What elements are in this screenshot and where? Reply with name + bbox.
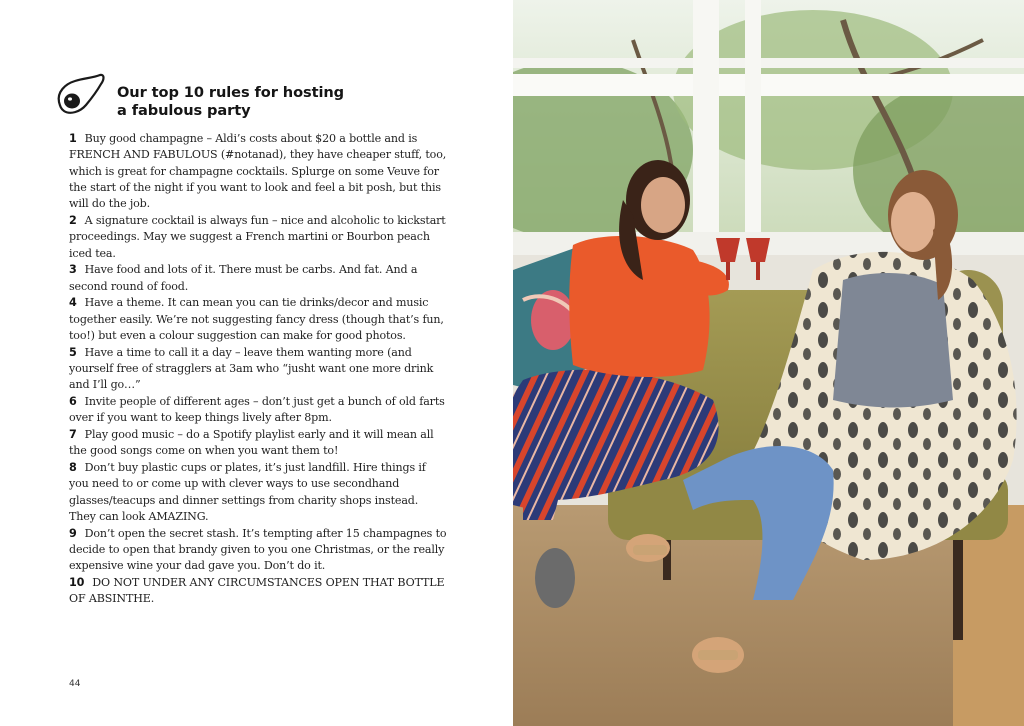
rule-text: Play good music – do a Spotify playlist early and it will mean all the good songs come on when you want them to!	[69, 427, 434, 458]
avocado-icon	[55, 72, 105, 116]
rule-item	[69, 575, 447, 608]
rule-text: Invite people of different ages – don’t just get a bunch of old farts over if you want to keep things lively after 8pm.	[69, 394, 445, 425]
rule-item	[69, 213, 447, 262]
rule-text: Don’t buy plastic cups or plates, it’s just landfill. Hire things if you need to or come up with clever ways to use secondhand glasses/teacups and dinner settings from charity shops instead. They can look AMAZING.	[69, 460, 426, 523]
rule-item	[69, 427, 447, 460]
page-number: 44	[69, 679, 81, 689]
rule-item	[69, 460, 447, 525]
rules-list	[69, 131, 447, 608]
rule-number: 3	[69, 263, 77, 277]
rule-item	[69, 131, 447, 213]
rule-number: 10	[69, 575, 85, 589]
right-page	[513, 0, 1024, 726]
rule-text: Buy good champagne – Aldi’s costs about $20 a bottle and is FRENCH AND FABULOUS (#notanad), they have cheaper stuff, too, which is great for champagne cocktails. Splurge on some Veuve for the start of the night if you want to look and feel a bit posh, but this will do the job.	[69, 132, 447, 211]
rule-item	[69, 526, 447, 575]
rule-text: DO NOT UNDER ANY CIRCUMSTANCES OPEN THAT BOTTLE OF ABSINTHE.	[69, 575, 445, 606]
rule-number: 1	[69, 132, 77, 145]
rule-text: A signature cocktail is always fun – nice and alcoholic to kickstart proceedings. May we suggest a French martini or Bourbon peach iced tea.	[69, 214, 446, 260]
rule-number: 6	[69, 394, 77, 408]
rule-number: 5	[69, 345, 77, 359]
title-line-1: Our top 10 rules for hosting	[117, 84, 345, 101]
rule-item	[69, 345, 447, 394]
heading-block	[55, 72, 475, 132]
rule-number: 8	[69, 460, 77, 474]
rule-number: 4	[69, 296, 77, 310]
photo-two-women-toasting	[513, 0, 1024, 726]
rule-number: 7	[69, 427, 77, 441]
rule-number: 2	[69, 214, 77, 228]
rule-number: 9	[69, 526, 77, 540]
rule-text: Have food and lots of it. There must be carbs. And fat. And a second round of food.	[69, 263, 418, 293]
rule-text: Have a theme. It can mean you can tie drinks/decor and music together easily. We’re not suggesting fancy dress (though that’s fun, too!) but even a colour suggestion can make for good photos.	[69, 296, 444, 343]
rule-item	[69, 262, 447, 295]
rule-text: Have a time to call it a day – leave them wanting more (and yourself free of stragglers at 3am who “jusht want one more drink and I’ll go…”	[69, 345, 434, 392]
rule-item	[69, 394, 447, 427]
rule-text: Don’t open the secret stash. It’s tempting after 15 champagnes to decide to open that brandy given to you one Christmas, or the really expensive wine your dad gave you. Don’t do it.	[69, 526, 447, 573]
title-line-2: a fabulous party	[117, 102, 251, 119]
rule-item	[69, 295, 447, 344]
page-title	[117, 84, 467, 120]
